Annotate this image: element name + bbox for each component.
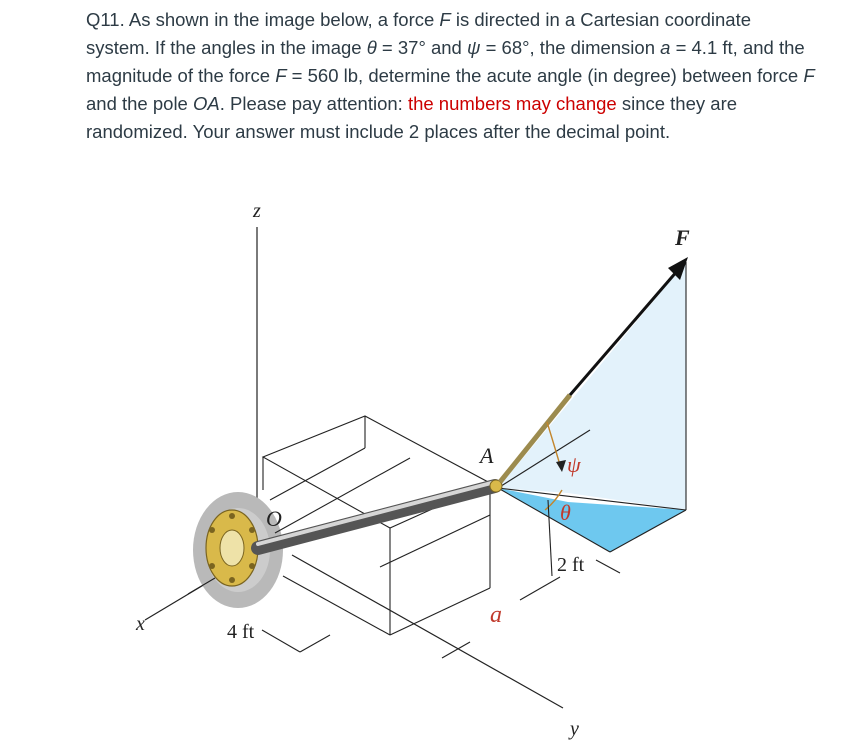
question-text-part: is directed in a Cartesian coordinate system. If the angles in the image — [86, 9, 752, 58]
var-F: F — [803, 65, 815, 86]
question-text-part: = 37° and — [376, 37, 467, 58]
question-text — [86, 6, 816, 146]
warning-text: the numbers may change — [407, 93, 617, 114]
y-axis-label: y — [570, 718, 579, 740]
force-F-label: F — [675, 225, 690, 250]
question-text-part: = 68°, the dimension — [480, 37, 661, 58]
question-text-part: Q11. As shown in the image below, a force — [86, 9, 440, 30]
var-OA: OA — [192, 93, 220, 114]
psi-label: ψ — [567, 452, 581, 477]
question-text-part: = 4.1 ft, and the magnitude of the force — [86, 37, 805, 86]
force-diagram — [0, 190, 852, 744]
axes — [145, 227, 563, 708]
var-psi: ψ — [467, 37, 481, 58]
question-text-part: = 560 lb, determine the acute angle (in degree) between force — [286, 65, 804, 86]
var-F: F — [439, 9, 451, 30]
question-text-part: and the pole — [86, 93, 193, 114]
pole-highlight — [258, 482, 495, 544]
dimension-4ft-label: 4 ft — [227, 621, 255, 643]
z-axis-label: z — [253, 200, 261, 222]
dimension-2ft-label: 2 ft — [557, 554, 585, 576]
force-plane — [498, 262, 686, 510]
var-a: a — [660, 37, 671, 58]
theta-label: θ — [560, 500, 571, 525]
point-O-label: O — [266, 506, 282, 531]
pole-OA — [258, 486, 495, 548]
flange-center — [220, 530, 244, 566]
question-text-part: . Please pay attention: — [219, 93, 408, 114]
y-axis — [292, 555, 563, 708]
question-text-part: since they are randomized. Your answer must include 2 places after the decimal point. — [86, 93, 738, 142]
var-F: F — [275, 65, 287, 86]
dimension-a-label: a — [490, 602, 502, 628]
point-A-label: A — [480, 443, 494, 468]
x-axis-label: x — [136, 613, 145, 635]
var-theta: θ — [366, 37, 377, 58]
